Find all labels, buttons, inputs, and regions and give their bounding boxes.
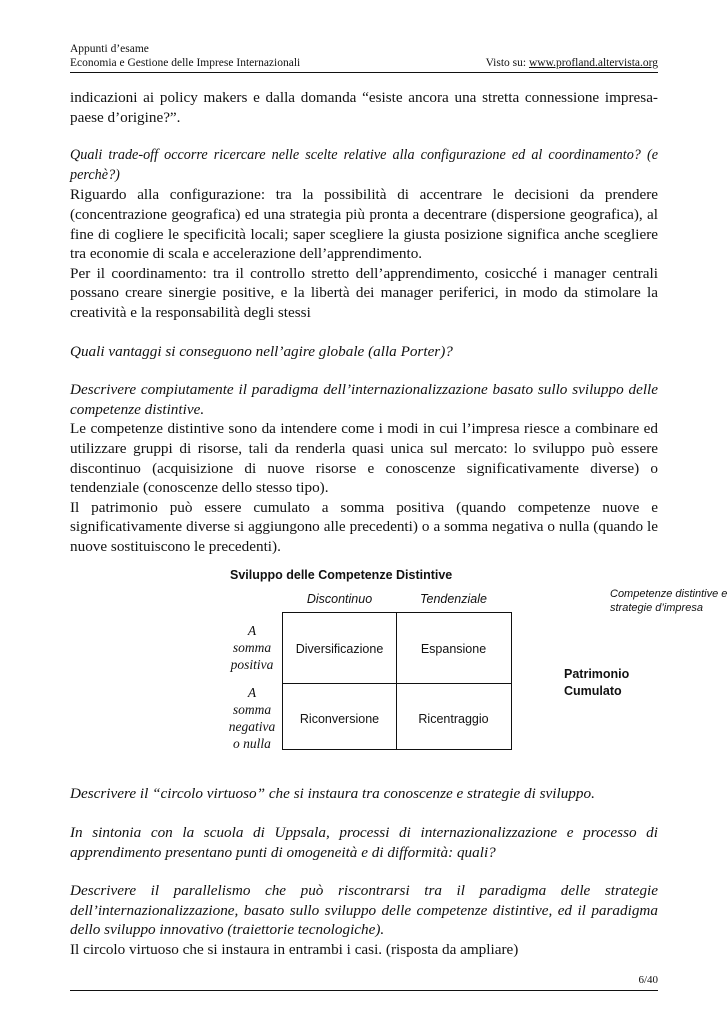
paragraph-intro: indicazioni ai policy makers e dalla domanda “esiste ancora una stretta connessione impresa-paese d’origine?”. xyxy=(70,89,658,126)
matrix-col-discontinuo: Discontinuo xyxy=(306,592,373,607)
row-label-line: negativa xyxy=(228,719,276,735)
matrix-row-positiva xyxy=(222,622,282,673)
matrix-title: Sviluppo delle Competenze Distintive xyxy=(230,568,453,583)
question-tradeoff: Quali trade-off occorre ricercare nelle scelte relative alla configurazione ed al coordinamento? (e perchè?) xyxy=(70,147,658,183)
header-course-title: Economia e Gestione delle Imprese Internazionali xyxy=(70,57,301,69)
header-source-link[interactable]: www.profland.altervista.org xyxy=(528,57,658,69)
footer-divider xyxy=(70,990,658,991)
row-label-line: somma xyxy=(232,640,272,656)
patrimonio-line: Cumulato xyxy=(564,684,622,699)
page-number: 6/40 xyxy=(638,974,658,986)
paragraph-competenze: Le competenze distintive sono da intendere come i modi in cui l’impresa riesce a combinare ed utilizzare gruppi di risorse, tali da renderla quasi unica sul mercato: lo sviluppo può essere discontinuo (acquisizione di nuove risorse e conoscenze significativamente diverse) o tendenziale (conoscenze dello stesso tipo). xyxy=(70,420,658,497)
question-uppsala: In sintonia con la scuola di Uppsala, processi di internazionalizzazione e processo di apprendimento presentano punti di omogeneità e di difformità: quali? xyxy=(70,824,658,861)
header-divider xyxy=(70,72,658,73)
paragraph-configurazione: Riguardo alla configurazione: tra la possibilità di accentrare le decisioni da prendere (concentrazione geografica) ed una strategia più pronta a decentrare (dispersione geografica), al fine di cogliere le specificità locali; saper scegliere la giusta posizione significa anche scegliere tra economie di scala e accelerazione dell’apprendimento. xyxy=(70,186,658,263)
patrimonio-line: Patrimonio xyxy=(564,667,630,682)
matrix-note-line1: Competenze distintive e xyxy=(610,588,728,601)
page-header xyxy=(70,42,300,70)
matrix-grid xyxy=(282,612,512,750)
page-body xyxy=(70,88,728,960)
matrix-note-line2: strategie d’impresa xyxy=(610,602,703,615)
matrix-patrimonio-label xyxy=(564,666,629,700)
header-source-label: Visto su: xyxy=(485,57,529,69)
row-label-line: A xyxy=(247,685,257,701)
header-source xyxy=(486,56,658,70)
header-course-notes: Appunti d’esame xyxy=(70,43,149,55)
row-label-line: somma xyxy=(232,702,272,718)
question-paradigma: Descrivere compiutamente il paradigma dell’internazionalizzazione basato sullo sviluppo delle competenze distintive. xyxy=(70,381,658,418)
cell-espansione: Espansione xyxy=(420,642,487,657)
paragraph-coordinamento: Per il coordinamento: tra il controllo stretto dell’apprendimento, cosicché i manager centrali possano creare sinergie positive, e la libertà dei manager periferici, in modo da stimolare la creatività e la responsabilità degli stessi xyxy=(70,264,658,321)
matrix-row-negativa xyxy=(222,684,282,752)
question-vantaggi: Quali vantaggi si conseguono nell’agire globale (alla Porter)? xyxy=(70,342,453,360)
cell-diversificazione: Diversificazione xyxy=(295,642,384,657)
competence-matrix xyxy=(70,566,728,784)
cell-riconversione: Riconversione xyxy=(299,712,380,727)
row-label-line: positiva xyxy=(230,657,274,673)
question-circolo: Descrivere il “circolo virtuoso” che si instaura tra conoscenze e strategie di sviluppo. xyxy=(70,785,595,803)
matrix-col-tendenziale: Tendenziale xyxy=(420,592,487,607)
paragraph-patrimonio: Il patrimonio può essere cumulato a somma positiva (quando competenze nuove e significativamente diverse si aggiungono alle precedenti) o a somma negativa o nulla (quando le nuove sostituiscono le precedenti). xyxy=(70,498,658,555)
grid-horizontal-divider xyxy=(283,683,511,684)
row-label-line: A xyxy=(247,623,257,639)
question-parallelismo: Descrivere il parallelismo che può riscontrarsi tra il paradigma delle strategie dell’internazionalizzazione, basato sullo sviluppo delle competenze distintive, ed il paradigma dello sviluppo innovativo (traiettorie tecnologiche). xyxy=(70,882,658,939)
row-label-line: o nulla xyxy=(233,736,271,752)
matrix-note xyxy=(610,587,728,615)
cell-ricentraggio: Ricentraggio xyxy=(418,712,489,727)
paragraph-circolo-virtuoso: Il circolo virtuoso che si instaura in entrambi i casi. (risposta da ampliare) xyxy=(70,941,519,959)
